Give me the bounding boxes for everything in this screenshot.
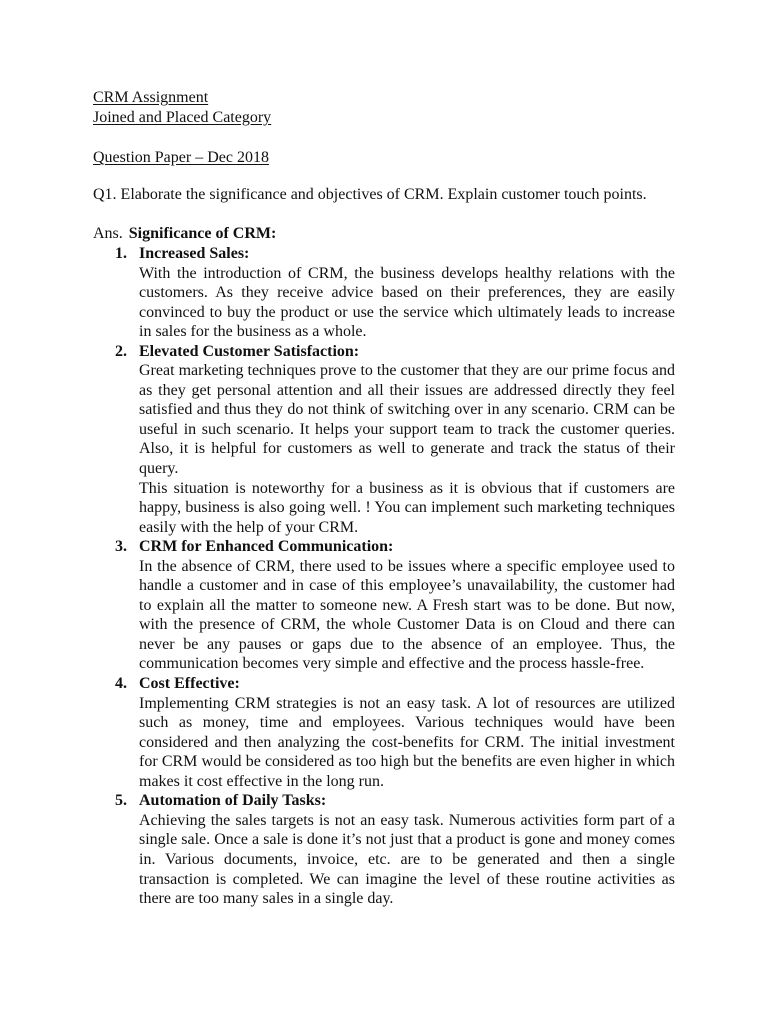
item-title: Cost Effective:	[139, 675, 240, 693]
answer-heading: Significance of CRM:	[128, 225, 277, 242]
list-item	[115, 674, 675, 791]
item-title: CRM for Enhanced Communication:	[139, 538, 394, 556]
item-body	[115, 557, 675, 674]
item-number: 4.	[115, 675, 127, 693]
item-paragraph: Implementing CRM strategies is not an easy task. A lot of resources are utilized such as money, time and employees. Various techniques would have been considered and then analyzing the cost-benefits for CRM. The initial investment for CRM would be considered as too high but the benefits are even higher in which makes it cost effective in the long run.	[139, 694, 675, 790]
item-title: Elevated Customer Satisfaction:	[139, 342, 360, 360]
answer-heading-line	[93, 224, 276, 244]
list-item	[115, 791, 675, 908]
item-body	[115, 694, 675, 792]
answer-prefix: Ans.	[93, 225, 123, 242]
item-body	[115, 811, 675, 909]
item-paragraph: Great marketing techniques prove to the customer that they are our prime focus and as they get personal attention and all their issues are addressed directly they feel satisfied and thus they do not think of switching over in any scenario. CRM can be useful in such scenario. It helps your support team to track the customer queries. Also, it is helpful for customers as well to generate and track the status of their query.	[139, 362, 675, 478]
item-body	[115, 264, 675, 342]
category-title: Joined and Placed Category	[93, 109, 272, 126]
list-item	[115, 342, 675, 537]
item-body	[115, 361, 675, 537]
item-title: Automation of Daily Tasks:	[139, 792, 327, 810]
question-paper-title: Question Paper – Dec 2018	[93, 149, 269, 166]
item-number: 2.	[115, 342, 127, 360]
item-title: Increased Sales:	[139, 245, 250, 262]
question-text: Q1. Elaborate the significance and objectives of CRM. Explain customer touch points.	[93, 186, 647, 203]
item-paragraph: This situation is noteworthy for a business as it is obvious that if customers are happy, business is also going well. ! You can implement such marketing techniques easily with the help of your CRM.	[139, 479, 675, 536]
item-number: 5.	[115, 792, 127, 810]
list-item	[115, 537, 675, 674]
assignment-title: CRM Assignment	[93, 89, 209, 106]
item-number: 1.	[115, 245, 127, 262]
item-paragraph: Achieving the sales targets is not an easy task. Numerous activities form part of a single sale. Once a sale is done it’s not just that a product is gone and money comes in. Various documents, invoice, etc. are to be generated and then a single transaction is completed. We can imagine the level of these routine activities as there are too many sales in a single day.	[139, 811, 675, 908]
list-item	[115, 244, 675, 342]
significance-list	[115, 244, 675, 909]
item-number: 3.	[115, 538, 127, 556]
item-paragraph: In the absence of CRM, there used to be issues where a specific employee used to handle a customer and in case of this employee’s unavailability, the customer had to explain all the matter to someone new. A Fresh start was to be done. But now, with the presence of CRM, the whole Customer Data is on Cloud and there can never be any pauses or gaps due to the absence of an employee. Thus, the communication becomes very simple and effective and the process hassle-free.	[139, 557, 675, 673]
document-header	[93, 88, 271, 128]
item-paragraph: With the introduction of CRM, the business develops healthy relations with the customers. As they receive advice based on their preferences, they are easily convinced to buy the product or use the service which ultimately leads to increase in sales for the business as a whole.	[139, 264, 675, 341]
